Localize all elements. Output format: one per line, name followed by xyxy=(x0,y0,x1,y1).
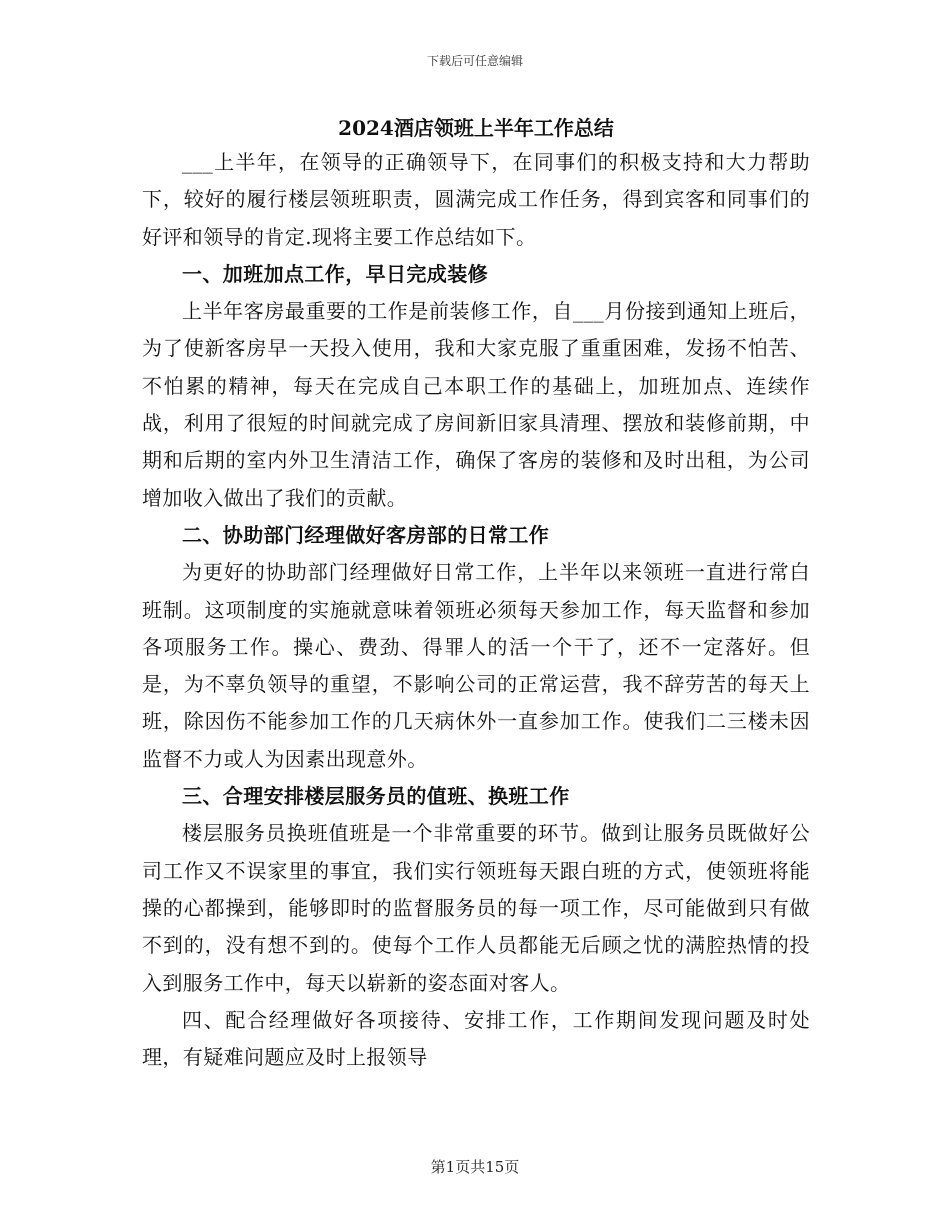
section-body-1: 上半年客房最重要的工作是前装修工作，自___月份接到通知上班后，为了使新客房早一天投入使用，我和大家克服了重重困难，发扬不怕苦、不怕累的精神，每天在完成自己本职工作的基础上，加班加点、连续作战，利用了很短的时间就完成了房间新旧家具清理、摆放和装修前期，中期和后期的室内外卫生清洁工作，确保了客房的装修和及时出租，为公司增加收入做出了我们的贡献。 xyxy=(142,299,810,510)
document-body xyxy=(142,112,810,1076)
page-footer: 第1页共15页 xyxy=(430,1158,520,1176)
closing-paragraph: 四、配合经理做好各项接待、安排工作，工作期间发现问题及时处理，有疑难问题应及时上报领导 xyxy=(142,1007,810,1070)
document-title: 2024酒店领班上半年工作总结 xyxy=(338,116,614,140)
section-body-2: 为更好的协助部门经理做好日常工作，上半年以来领班一直进行常白班制。这项制度的实施就意味着领班必须每天参加工作，每天监督和参加各项服务工作。操心、费劲、得罪人的活一个干了，还不一定落好。但是，为不辜负领导的重望，不影响公司的正常运营，我不辞劳苦的每天上班，除因伤不能参加工作的几天病休外一直参加工作。使我们二三楼未因监督不力或人为因素出现意外。 xyxy=(142,560,810,771)
section-heading-2: 二、协助部门经理做好客房部的日常工作 xyxy=(182,522,550,547)
header-note: 下载后可任意编辑 xyxy=(426,54,523,68)
section-heading-1: 一、加班加点工作，早日完成装修 xyxy=(182,261,488,286)
section-body-3: 楼层服务员换班值班是一个非常重要的环节。做到让服务员既做好公司工作又不误家里的事宜，我们实行领班每天跟白班的方式，使领班将能操的心都操到，能够即时的监督服务员的每一项工作，尽可能做到只有做不到的，没有想不到的。使每个工作人员都能无后顾之忧的满腔热情的投入到服务工作中，每天以崭新的姿态面对客人。 xyxy=(142,821,810,995)
intro-paragraph: ___上半年，在领导的正确领导下，在同事们的积极支持和大力帮助下，较好的履行楼层领班职责，圆满完成工作任务，得到宾客和同事们的好评和领导的肯定.现将主要工作总结如下。 xyxy=(142,150,810,249)
section-heading-3: 三、合理安排楼层服务员的值班、换班工作 xyxy=(182,784,570,809)
